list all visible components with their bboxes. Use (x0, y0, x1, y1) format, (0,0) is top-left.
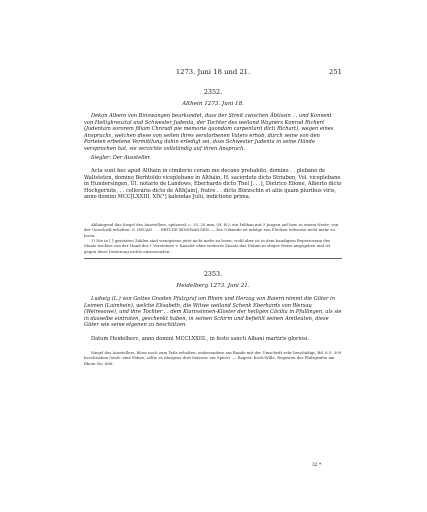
document-body: Acta sunt hec apud Althain in cimiterio coram me decano prehabito, domino . . plebano de Waltsteten, domino Berhtoldo viceplebano in Althain, H. sacerdote dicto Striuben, Vol. viceplebano in Hundersingen, Ül. notario de Landows, Eberhardo dicto Thel [. . .], Dietrico Ebone, Alberto dicto Hochgeriute, . . cellerario dicto de Alth[ain], fratre . . dicto Bürzschin et aliis quam pluribus viris, anno domini MCC[LXXIII, XIV.¹] kalendas Julii, indictione prima. (84, 168, 342, 201)
document-number: 2353. (203, 270, 223, 278)
footnote: 1) Die in [ ] gesetzten Zahlen sind wenigstens jetzt nicht mehr zu lesen; wohl aber ist in dem handigten Repertorium des Staats-Archivs von der Hand des † Vorstehers v. Kausler ohne weiteres Zusatz das Datum in obiger Weise angegeben und ist gegen diese Datierung nichts einzuwenden. (84, 238, 331, 254)
seal-note: Abhängend das Siegel des Ausstellers, spitzoval, c. 33, 20 mm, (H. B.): ein Pelikan mit 3 Jungen auf bzw. in einem Neste; von der Umschrift erhalten: S. DECAN . . . ERTI DE BINSWANGEN. — Die Urkunde ist infolge von Flecken teilweise nicht mehr zu lesen. (84, 222, 339, 238)
place-date: Heidelberg 1273. Juni 21. (176, 283, 250, 289)
signature-mark: 32 * (312, 463, 322, 468)
section-divider (84, 258, 342, 259)
header-title: 1273. Juni 18 und 21. (175, 68, 251, 76)
regest-paragraph: Ludwig (L.) von Gottes Gnaden Pfalzgraf am Rhein und Herzog von Baiern nimmt die Güter in Leimen (Laimhein), welche Elisabeth, die Witwe weiland Schenk Eberhards von Wersau (Welresowe), und ihre Tochter . . dem Klarissinnen-Kloster der heiligen Cäcilia in Pfullingen, als sie in dasselbe eintraten, geschenkt haben, in seinen Schirm und befiehlt seinen Amtleuten, diese Güter wie seine eigenen zu beschützen. (84, 296, 342, 329)
siegler-line: Siegler: Der Aussteller. (91, 155, 151, 161)
place-date: Althein 1273. Juni 18. (182, 101, 244, 107)
page-number: 251 (329, 68, 342, 76)
document-number: 2352. (203, 88, 223, 96)
running-header (84, 68, 342, 76)
document-body: Datum Heidelberc, anno domini MCCLXXIII., in festo sancti Albani martiris gloriosi. (91, 336, 310, 342)
seal-note: Siegel des Ausstellers, bloss noch zum Teile erhalten, insbesondere am Rande mit der Umschrift sehr beschädigt, Bd. 6 S. 309 beschrieben (statt: eine Fahne, sollte es übrigens dort heissen: ein Speer). — Regest: Koch-Wille, Regesten der Pfalzgrafen am Rhein No. 886. (84, 350, 342, 366)
regest-paragraph: Dekan Albero von Binswangen beurkundet, dass der Streit zwischen Äbtissin . . und Konvent von Heiligkreuztal und Schwester Judenta, der Tochter des weiland Wagners Konrad Richert (Judentam sororem filiam Chnradi pie memorie quondam carpentarii dicti Richart), wegen eines Anspruchs, welchen diese von seiten ihres verstorbenen Vaters erhob, durch seine von den Parteien erbetene Vermittlung dahin erledigt sei, dass Schwester Judenta in seine Hände versprochen hat, sie verzichte vollständig auf ihren Anspruch. (84, 113, 334, 152)
